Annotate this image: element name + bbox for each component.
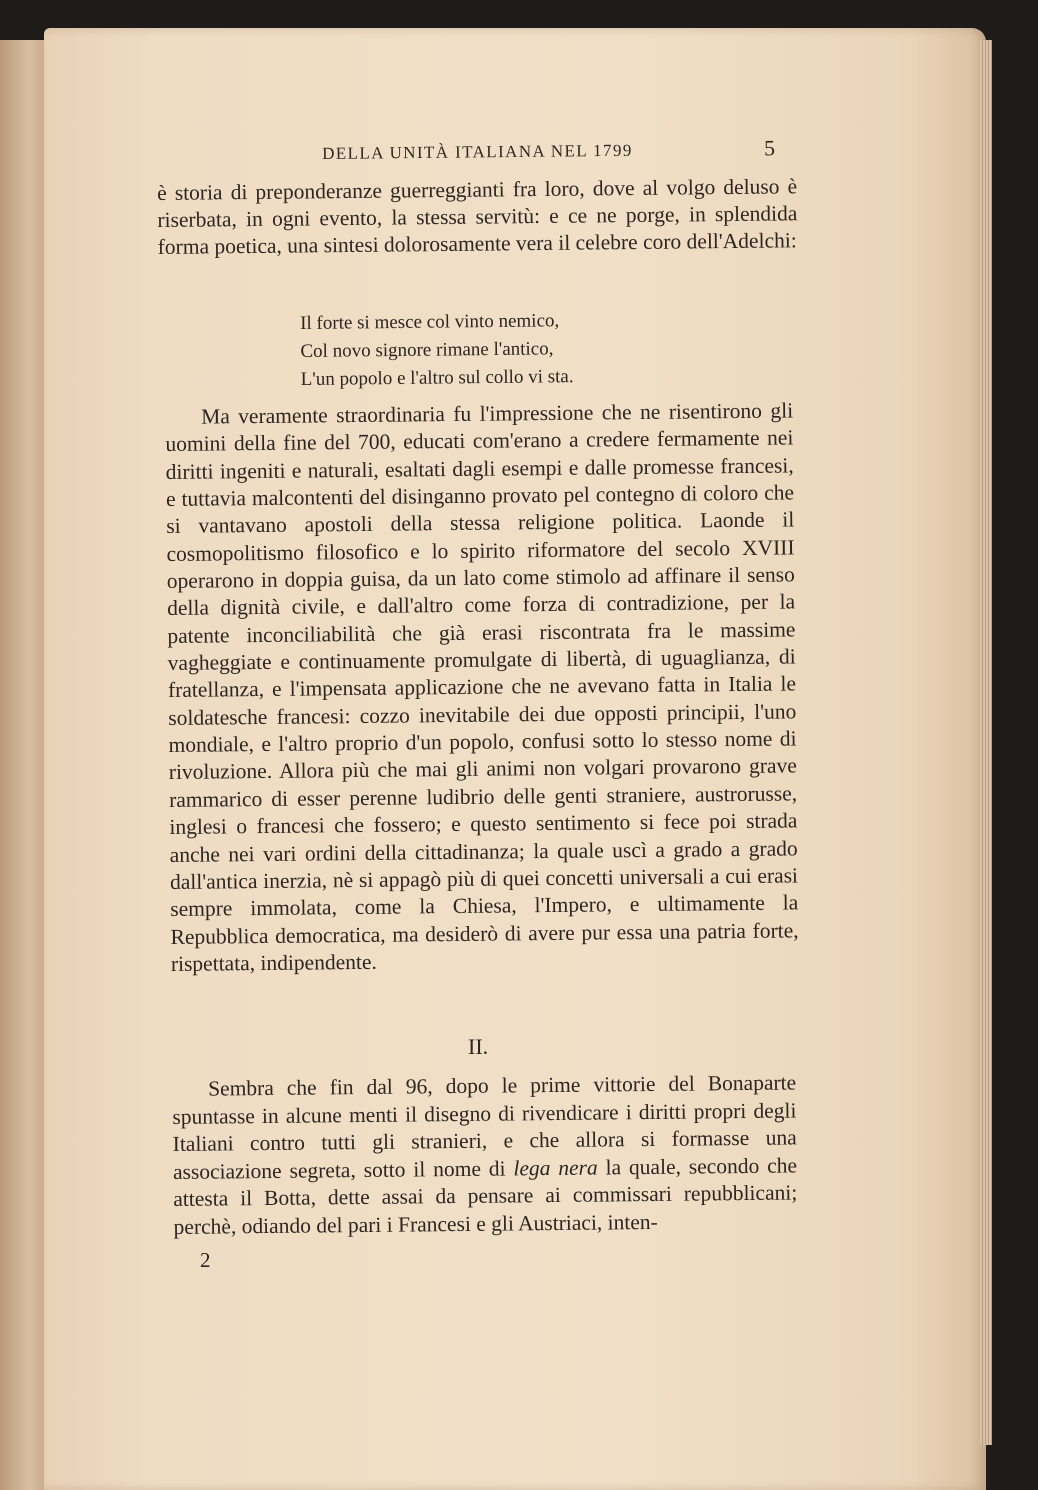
verse-line: L'un popolo e l'altro sul collo vi sta. — [300, 366, 574, 390]
paragraph-text-end: la quale, secondo che attesta il Botta, dette assai da pensare ai commissari repubblicani; perchè, odiando del pari i Francesi e gli Austriaci, inten- — [173, 1152, 798, 1239]
section-heading: II. — [468, 1034, 489, 1059]
page-number: 5 — [763, 135, 776, 161]
italic-term: lega nera — [513, 1155, 598, 1180]
body-paragraph — [165, 397, 799, 978]
section-paragraph — [172, 1069, 798, 1241]
body-paragraph-text: Ma veramente straordinaria fu l'impressione che ne risentirono gli uomini della fine del 700, educati com'erano a credere fermamente nei diritti ingeniti e naturali, esaltati dagli esempi e dalle promesse francesi, e tuttavia malcontenti del disinganno provato pel contegno di coloro che si vantavano apostoli della stessa religione politica. Laonde il cosmopolitismo filosofico e lo spirito riformatore del secolo XVIII operarono in doppia guisa, da un lato come stimolo ad affinare il senso della dignità civile, e dall'altro come forza di contradizione, per la patente inconciliabilità che già erasi riscontrata fra le massime vagheggiate e continuamente promulgate di libertà, di uguaglianza, di fratellanza, e l'impensata applicazione che ne avevano fatta in Italia le soldatesche francesi: cozzo inevitabile dei due opposti principii, l'uno mondiale, e l'altro proprio d'un popolo, confusi sotto lo stesso nome di rivoluzione. Allora più che mai gli animi non volgari provarono grave rammarico di esser perenne ludibrio delle genti straniere, austrorusse, inglesi o francesi che fossero; e questo sentimento si fece poi strada anche nei vari ordini della cittadinanza; la quale uscì a grado a grado dall'antica inerzia, nè si appagò più di quei concetti universali a cui erasi sempre immolata, come la Chiesa, l'Impero, e ultimamente la Repubblica democratica, ma desiderò di avere pur essa una patria forte, rispettata, indipendente. — [165, 398, 799, 976]
verse-quotation — [300, 306, 721, 394]
opening-paragraph-text: è storia di preponderanze guerreggianti fra loro, dove al volgo deluso è riserbata, in ogni evento, la stessa servitù: e ce ne porge, in splendida forma poetica, una sintesi dolorosamente vera il celebre coro dell'Adelchi: — [157, 174, 798, 260]
paragraph-text-start: Sembra che fin dal 96, dopo le prime vittorie del Bonaparte spuntasse in alcune menti il disegno di rivendicare i diritti propri degli Italiani contro tutti gli stranieri, e che allora si formasse una associazione segreta, sotto il nome di — [172, 1070, 797, 1184]
page-stack-edge — [980, 40, 992, 1445]
section-paragraph-text — [172, 1069, 798, 1241]
page-header — [322, 135, 782, 170]
opening-paragraph — [157, 173, 798, 261]
verse-line: Il forte si mesce col vinto nemico, — [300, 310, 560, 334]
signature-mark: 2 — [200, 1248, 211, 1272]
verse-line: Col novo signore rimane l'antico, — [300, 338, 554, 362]
running-title: DELLA UNITÀ ITALIANA NEL 1799 — [322, 140, 633, 163]
